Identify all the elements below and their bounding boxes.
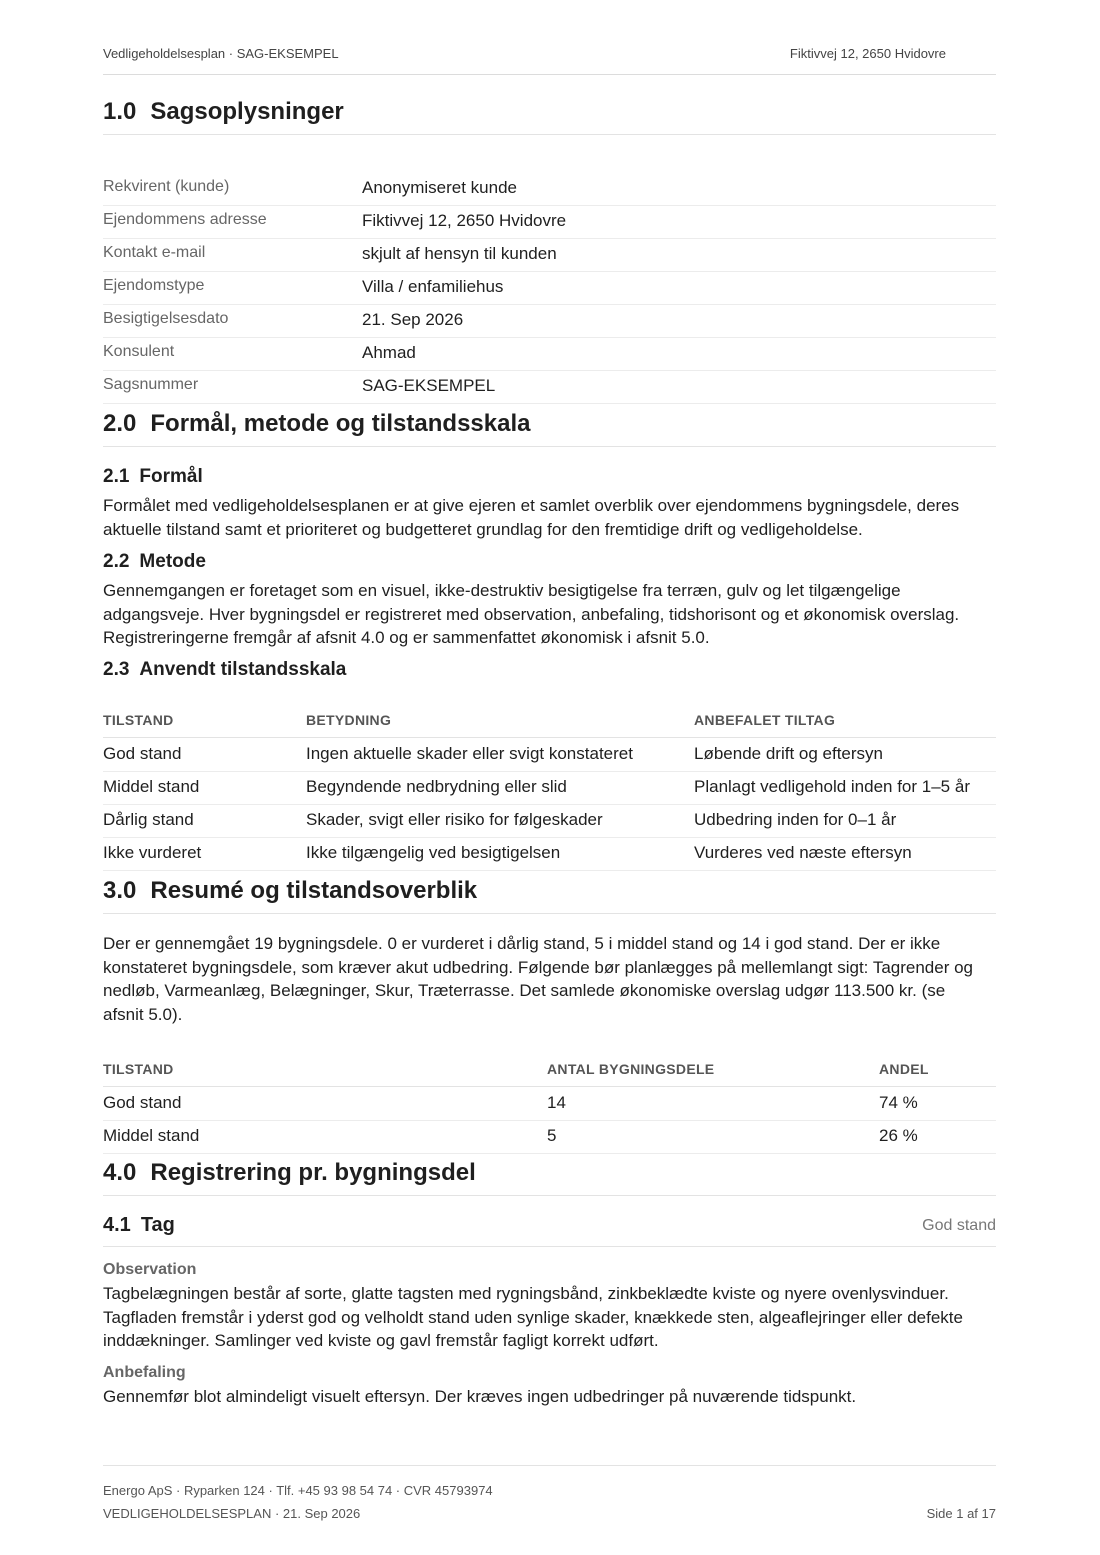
info-label: Rekvirent (kunde) (103, 178, 230, 195)
subsection-number: 2.2 (103, 551, 130, 572)
table-row (103, 1120, 996, 1154)
section-1-heading (103, 98, 996, 135)
subsection-title-block (103, 1214, 175, 1237)
info-label: Sagsnummer (103, 376, 199, 393)
table-row (103, 738, 996, 772)
table-cell: Ingen aktuelle skader eller svigt konstateret (306, 744, 633, 763)
condition-status: God stand (922, 1217, 996, 1234)
paragraph-line: konstateret bygningsdele, som kræver akut udbedring. Følgende bør planlægges på mellemlangt sigt: Tagrender og (103, 957, 974, 977)
column-header: ANTAL BYGNINGSDELE (547, 1061, 715, 1077)
section-3-heading (103, 877, 996, 914)
recommendation-paragraph (103, 1385, 1003, 1409)
paragraph-line: afsnit 5.0). (103, 1004, 183, 1024)
paragraph-line: Der er gennemgået 19 bygningsdele. 0 er vurderet i dårlig stand, 5 i middel stand og 14 i god stand. Der er ikke (103, 934, 941, 953)
subsection-title: Tag (140, 1214, 175, 1236)
column-header: BETYDNING (306, 712, 392, 728)
column-header: TILSTAND (103, 1061, 174, 1077)
subsection-2-2-heading (103, 551, 206, 573)
section-2-heading (103, 410, 996, 447)
running-header (103, 46, 996, 75)
table-cell: 26 % (879, 1126, 918, 1145)
info-label: Ejendomstype (103, 277, 205, 294)
table-cell: Ikke tilgængelig ved besigtigelsen (306, 843, 561, 862)
info-row (103, 271, 996, 305)
info-value: Villa / enfamiliehus (362, 277, 504, 296)
purpose-paragraph (103, 494, 1003, 541)
table-row (103, 1087, 996, 1121)
info-value: 21. Sep 2026 (362, 310, 464, 329)
paragraph-line: Tagfladen fremstår i yderst god og velholdt stand uden synlige skader, knækkede sten, algeaflejringer eller defekte (103, 1307, 963, 1327)
table-cell: Dårlig stand (103, 810, 194, 829)
condition-overview-table-header (103, 1055, 996, 1087)
subsection-title: Metode (139, 551, 206, 572)
table-cell: 5 (547, 1126, 557, 1145)
subsection-2-1-heading (103, 466, 203, 488)
header-address: Fiktivvej 12, 2650 Hvidovre (789, 46, 946, 61)
condition-scale-table-header (103, 706, 996, 738)
table-cell: Middel stand (103, 1126, 200, 1145)
footer-company-info: Energo ApS · Ryparken 124 · Tlf. +45 93 98 54 74 · CVR 45793974 (103, 1483, 493, 1498)
info-row (103, 337, 996, 371)
table-cell: Middel stand (103, 777, 200, 796)
header-document-title: Vedligeholdelsesplan · SAG-EKSEMPEL (103, 46, 339, 61)
paragraph-line: Tagbelægningen består af sorte, glatte tagsten med rygningsbånd, zinkbeklædte kviste og nyere ovenlysvinduer. (103, 1284, 949, 1303)
info-label: Kontakt e-mail (103, 244, 206, 261)
info-row (103, 370, 996, 404)
paragraph-line: nedløb, Varmeanlæg, Belægninger, Skur, Træterrasse. Det samlede økonomiske overslag udgør 113.500 kr. (se (103, 981, 946, 1000)
column-header: ANDEL (879, 1061, 929, 1077)
section-number: 1.0 (103, 98, 137, 125)
info-label: Besigtigelsesdato (103, 310, 229, 327)
footer-document-info: VEDLIGEHOLDELSESPLAN · 21. Sep 2026 (103, 1506, 361, 1521)
info-row (103, 238, 996, 272)
table-cell: Planlagt vedligehold inden for 1–5 år (694, 777, 970, 796)
subsection-number: 4.1 (103, 1214, 131, 1236)
table-cell: Udbedring inden for 0–1 år (694, 810, 897, 829)
section-title: Registrering pr. bygningsdel (150, 1159, 476, 1186)
section-title: Formål, metode og tilstandsskala (150, 410, 531, 437)
summary-paragraph (103, 932, 1003, 1026)
method-paragraph (103, 579, 1003, 650)
info-label: Konsulent (103, 343, 175, 360)
recommendation-label: Anbefaling (103, 1364, 186, 1381)
subsection-number: 2.3 (103, 659, 130, 680)
section-number: 2.0 (103, 410, 137, 437)
subsection-title: Formål (139, 466, 203, 487)
paragraph-line: Gennemfør blot almindeligt visuelt eftersyn. Der kræves ingen udbedringer på nuværende tidspunkt. (103, 1387, 857, 1406)
paragraph-line: inddækninger. Samlinger ved kviste og gavl fremstår fagligt korrekt udført. (103, 1331, 659, 1350)
section-title: Sagsoplysninger (150, 98, 344, 125)
column-header: TILSTAND (103, 712, 174, 728)
section-number: 3.0 (103, 877, 137, 904)
observation-paragraph (103, 1282, 1003, 1353)
info-value: Fiktivvej 12, 2650 Hvidovre (362, 211, 567, 230)
info-value: skjult af hensyn til kunden (362, 244, 557, 263)
table-cell: God stand (103, 1093, 182, 1112)
info-value: Anonymiseret kunde (362, 178, 517, 197)
info-row (103, 205, 996, 239)
page-number: Side 1 af 17 (926, 1506, 996, 1521)
observation-label: Observation (103, 1261, 197, 1278)
column-header: ANBEFALET TILTAG (694, 712, 836, 728)
table-cell: Begyndende nedbrydning eller slid (306, 777, 567, 796)
info-row (103, 172, 996, 206)
paragraph-line: Gennemgangen er foretaget som en visuel, ikke-destruktiv besigtigelse fra terræn, gulv og let tilgængelige (103, 581, 901, 600)
table-cell: Ikke vurderet (103, 843, 202, 862)
table-row (103, 771, 996, 805)
subsection-number: 2.1 (103, 466, 130, 487)
subsection-4-1-heading (103, 1210, 996, 1247)
section-4-heading (103, 1159, 996, 1196)
section-title: Resumé og tilstandsoverblik (150, 877, 478, 904)
info-value: Ahmad (362, 343, 416, 362)
table-row (103, 804, 996, 838)
subsection-title: Anvendt tilstandsskala (139, 659, 347, 680)
table-cell: Skader, svigt eller risiko for følgeskader (306, 810, 603, 829)
table-cell: 14 (547, 1093, 566, 1112)
table-cell: Vurderes ved næste eftersyn (694, 843, 912, 862)
info-row (103, 304, 996, 338)
table-cell: God stand (103, 744, 182, 763)
info-label: Ejendommens adresse (103, 211, 267, 228)
paragraph-line: aktuelle tilstand samt et prioriteret og budgetteret grundlag for den fremtidige drift og vedligeholdelse. (103, 519, 863, 539)
paragraph-line: adgangsveje. Hver bygningsdel er registreret med observation, anbefaling, tidshorisont og et økonomisk overslag. (103, 604, 960, 624)
info-value: SAG-EKSEMPEL (362, 376, 496, 395)
page-footer (103, 1465, 996, 1526)
table-cell: Løbende drift og eftersyn (694, 744, 884, 763)
subsection-2-3-heading (103, 659, 346, 681)
table-row (103, 837, 996, 871)
table-cell: 74 % (879, 1093, 918, 1112)
section-number: 4.0 (103, 1159, 137, 1186)
paragraph-line: Formålet med vedligeholdelsesplanen er at give ejeren et samlet overblik over ejendommens bygningsdele, deres (103, 496, 960, 515)
paragraph-line: Registreringerne fremgår af afsnit 4.0 og er sammenfattet økonomisk i afsnit 5.0. (103, 628, 710, 647)
